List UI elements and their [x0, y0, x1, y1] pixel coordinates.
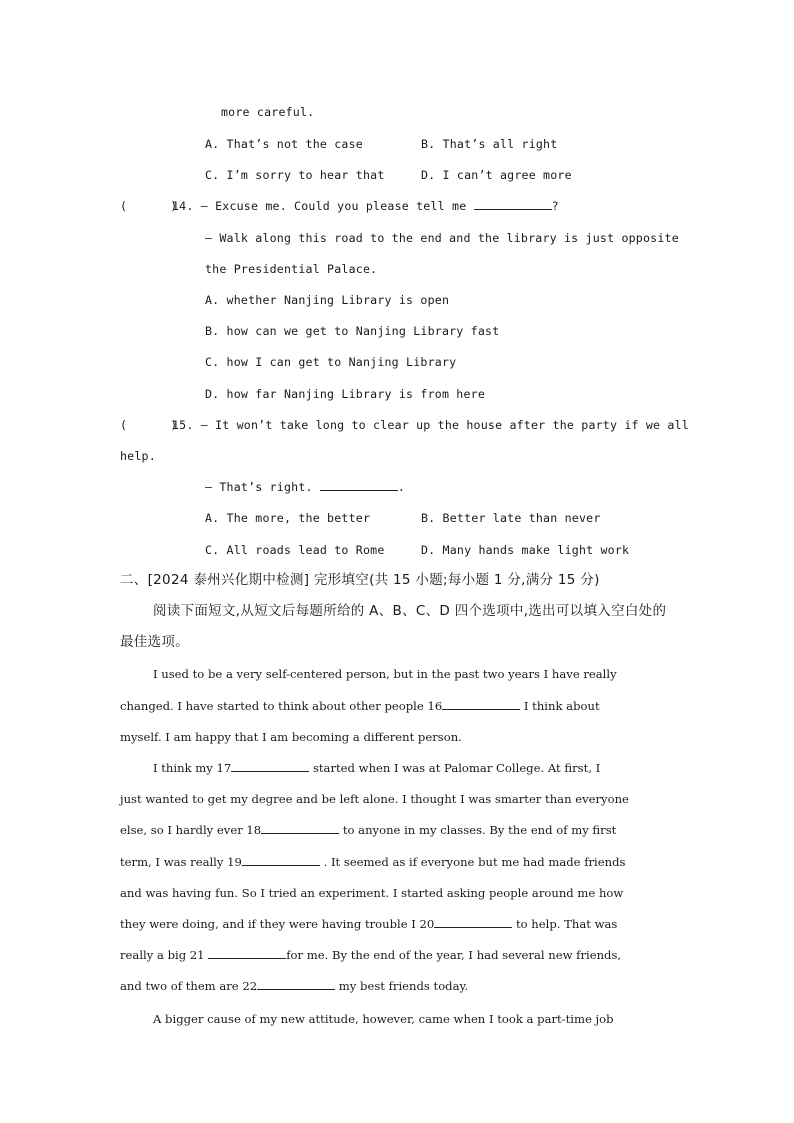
passage-text: they were doing, and if they were having trouble I 20	[120, 917, 435, 931]
passage-p2-line-7	[120, 947, 621, 963]
section-instruction-line-1: 阅读下面短文,从短文后每题所给的 A、B、C、D 四个选项中,选出可以填入空白处的	[153, 603, 667, 619]
blank-16[interactable]	[442, 698, 520, 710]
blank-22[interactable]	[257, 978, 335, 990]
passage-p2-line-3	[120, 822, 616, 838]
passage-text: my best friends today.	[335, 979, 469, 993]
passage-text: to help. That was	[512, 917, 618, 931]
q14-option-a: A. whether Nanjing Library is open	[205, 293, 450, 307]
blank-17[interactable]	[231, 760, 309, 772]
passage-p2-line-1	[153, 760, 600, 776]
passage-text: I think about	[520, 699, 600, 713]
q14-option-b: B. how can we get to Nanjing Library fast	[205, 324, 500, 338]
q15-stem-line-1: 15. — It won’t take long to clear up the house after the party if we all	[172, 418, 689, 432]
q13-stem-tail: more careful.	[221, 105, 315, 119]
passage-text: started when I was at Palomar College. At first, I	[309, 761, 601, 775]
q14-stem-end: ?	[551, 199, 559, 213]
q15-option-b: B. Better late than never	[421, 511, 601, 525]
q14-stem-text: 14. — Excuse me. Could you please tell me	[172, 199, 474, 213]
q15-option-d: D. Many hands make light work	[421, 543, 630, 557]
passage-p3-line-1: A bigger cause of my new attitude, however, came when I took a part-time job	[153, 1012, 614, 1026]
section-heading: 二、[2024 泰州兴化期中检测] 完形填空(共 15 小题;每小题 1 分,满分 15 分)	[120, 572, 600, 588]
passage-text: to anyone in my classes. By the end of my first	[339, 823, 617, 837]
q15-option-c: C. All roads lead to Rome	[205, 543, 385, 557]
blank-20[interactable]	[434, 916, 512, 928]
q13-option-d: D. I can’t agree more	[421, 168, 572, 182]
q13-option-a: A. That’s not the case	[205, 137, 363, 151]
q15-reply-end: .	[397, 480, 406, 494]
q15-answer-paren: ( )	[120, 418, 178, 432]
blank-18[interactable]	[261, 822, 339, 834]
q15-option-a: A. The more, the better	[205, 511, 371, 525]
passage-p2-line-2: just wanted to get my degree and be left alone. I thought I was smarter than everyone	[120, 792, 629, 806]
q14-reply-line-2: the Presidential Palace.	[205, 262, 378, 276]
q14-option-d: D. how far Nanjing Library is from here	[205, 387, 486, 401]
passage-text: else, so I hardly ever 18	[120, 823, 262, 837]
q13-option-c: C. I’m sorry to hear that	[205, 168, 385, 182]
passage-text: for me. By the end of the year, I had several new friends,	[286, 948, 622, 962]
q13-option-b: B. That’s all right	[421, 137, 558, 151]
q14-reply-line-1: — Walk along this road to the end and the library is just opposite	[205, 231, 679, 245]
passage-p1-line-3: myself. I am happy that I am becoming a different person.	[120, 730, 462, 744]
q14-option-c: C. how I can get to Nanjing Library	[205, 355, 457, 369]
blank-19[interactable]	[242, 854, 320, 866]
passage-text: changed. I have started to think about other people 16	[120, 699, 443, 713]
blank-21[interactable]	[208, 947, 286, 959]
q15-answer-blank[interactable]	[320, 479, 398, 491]
q14-stem	[172, 198, 559, 214]
passage-p2-line-5: and was having fun. So I tried an experiment. I started asking people around me how	[120, 886, 624, 900]
passage-text: and two of them are 22	[120, 979, 258, 993]
q14-answer-paren: ( )	[120, 199, 178, 213]
q15-reply	[205, 479, 405, 495]
passage-p1-line-2	[120, 698, 600, 714]
passage-text: term, I was really 19	[120, 855, 242, 869]
passage-p1-line-1: I used to be a very self-centered person, but in the past two years I have really	[153, 667, 617, 681]
q15-stem-line-2: help.	[120, 449, 156, 463]
section-instruction-line-2: 最佳选项。	[120, 634, 189, 650]
q15-reply-text: — That’s right.	[205, 480, 320, 494]
q14-answer-blank[interactable]	[474, 198, 552, 210]
passage-p2-line-4	[120, 854, 625, 870]
passage-text: really a big 21	[120, 948, 209, 962]
passage-text: I think my 17	[153, 761, 232, 775]
passage-p2-line-8	[120, 978, 468, 994]
passage-text: . It seemed as if everyone but me had made friends	[319, 855, 626, 869]
passage-p2-line-6	[120, 916, 617, 932]
